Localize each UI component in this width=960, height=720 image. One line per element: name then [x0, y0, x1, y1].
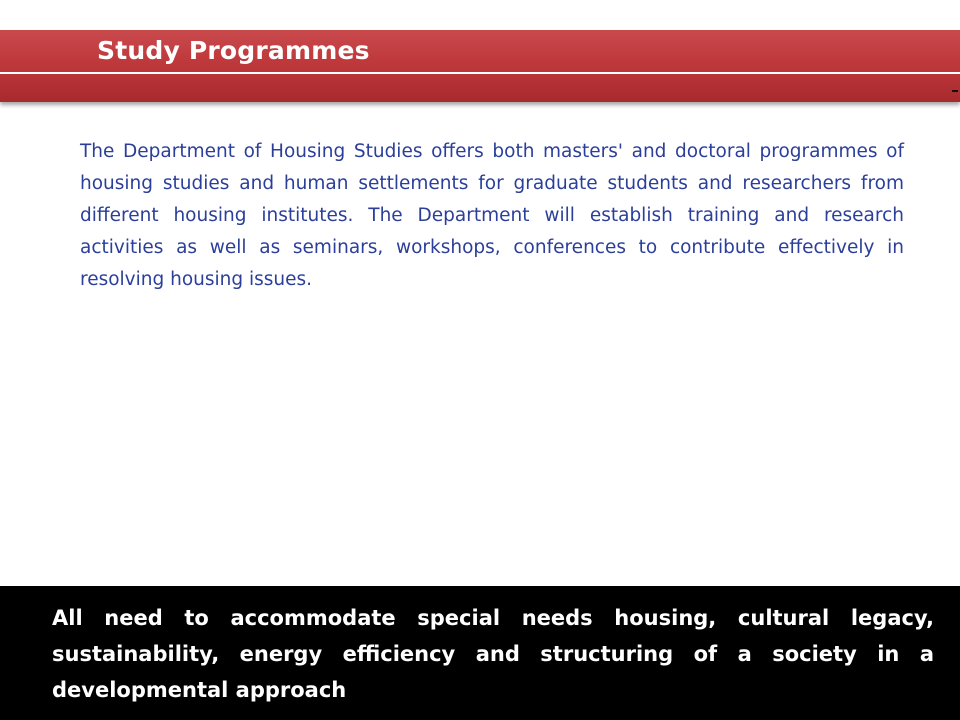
title-bar: [0, 30, 960, 102]
edge-mark: [952, 90, 958, 92]
title-divider: [0, 72, 960, 74]
footer-panel: [0, 586, 960, 720]
slide-title: Study Programmes: [97, 36, 370, 65]
body-paragraph: The Department of Housing Studies offers both masters' and doctoral programmes of housing studies and human settlements for graduate students and researchers from different housing institutes. The Department will establish training and research activities as well as seminars, workshops, conferences to contribute effectively in resolving housing issues.: [80, 141, 904, 290]
footer-statement: All need to accommodate special needs housing, cultural legacy, sustainability, energy efficiency and structuring of a society in a developmental approach: [52, 606, 934, 702]
